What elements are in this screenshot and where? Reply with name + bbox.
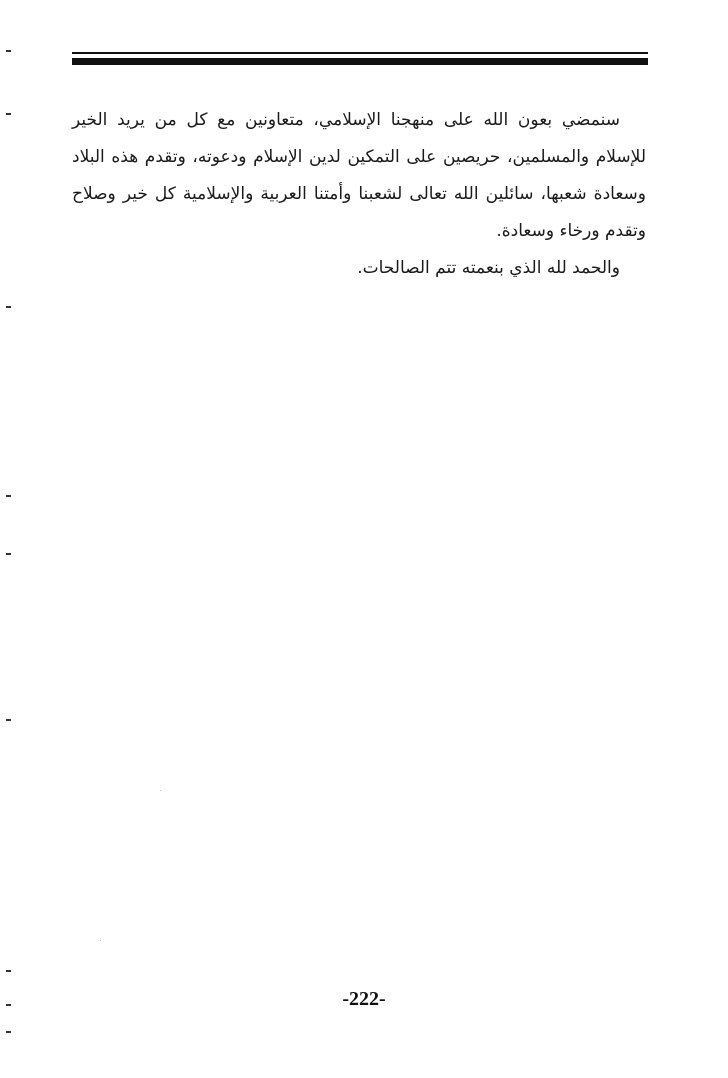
scan-speck — [160, 790, 161, 791]
scan-edge-mark — [6, 553, 11, 555]
scan-edge-mark — [6, 719, 11, 721]
scan-speck — [100, 940, 101, 941]
scan-edge-mark — [6, 1004, 11, 1006]
scan-edge-mark — [6, 50, 11, 52]
header-thick-rule — [72, 58, 648, 65]
paragraph-final-praise: والحمد لله الذي بنعمته تتم الصالحات. — [357, 258, 620, 278]
scan-edge-mark — [6, 495, 11, 497]
page-number: -222- — [342, 988, 386, 1010]
body-text — [72, 102, 646, 287]
paragraph-closing-statement: سنمضي بعون الله على منهجنا الإسلامي، متعاونين مع كل من يريد الخير للإسلام والمسلمين، حريصين على التمكين لدين الإسلام ودعوته، وتقدم هذه البلاد وسعادة شعبها، سائلين الله تعالى لشعبنا وأمتنا العربية والإسلامية كل خير وصلاح وتقدم ورخاء وسعادة. — [72, 110, 646, 241]
scan-edge-mark — [6, 970, 11, 972]
scan-edge-mark — [6, 306, 11, 308]
scan-edge-mark — [6, 1031, 11, 1033]
header-thin-rule — [72, 52, 648, 54]
scan-edge-mark — [6, 113, 11, 115]
